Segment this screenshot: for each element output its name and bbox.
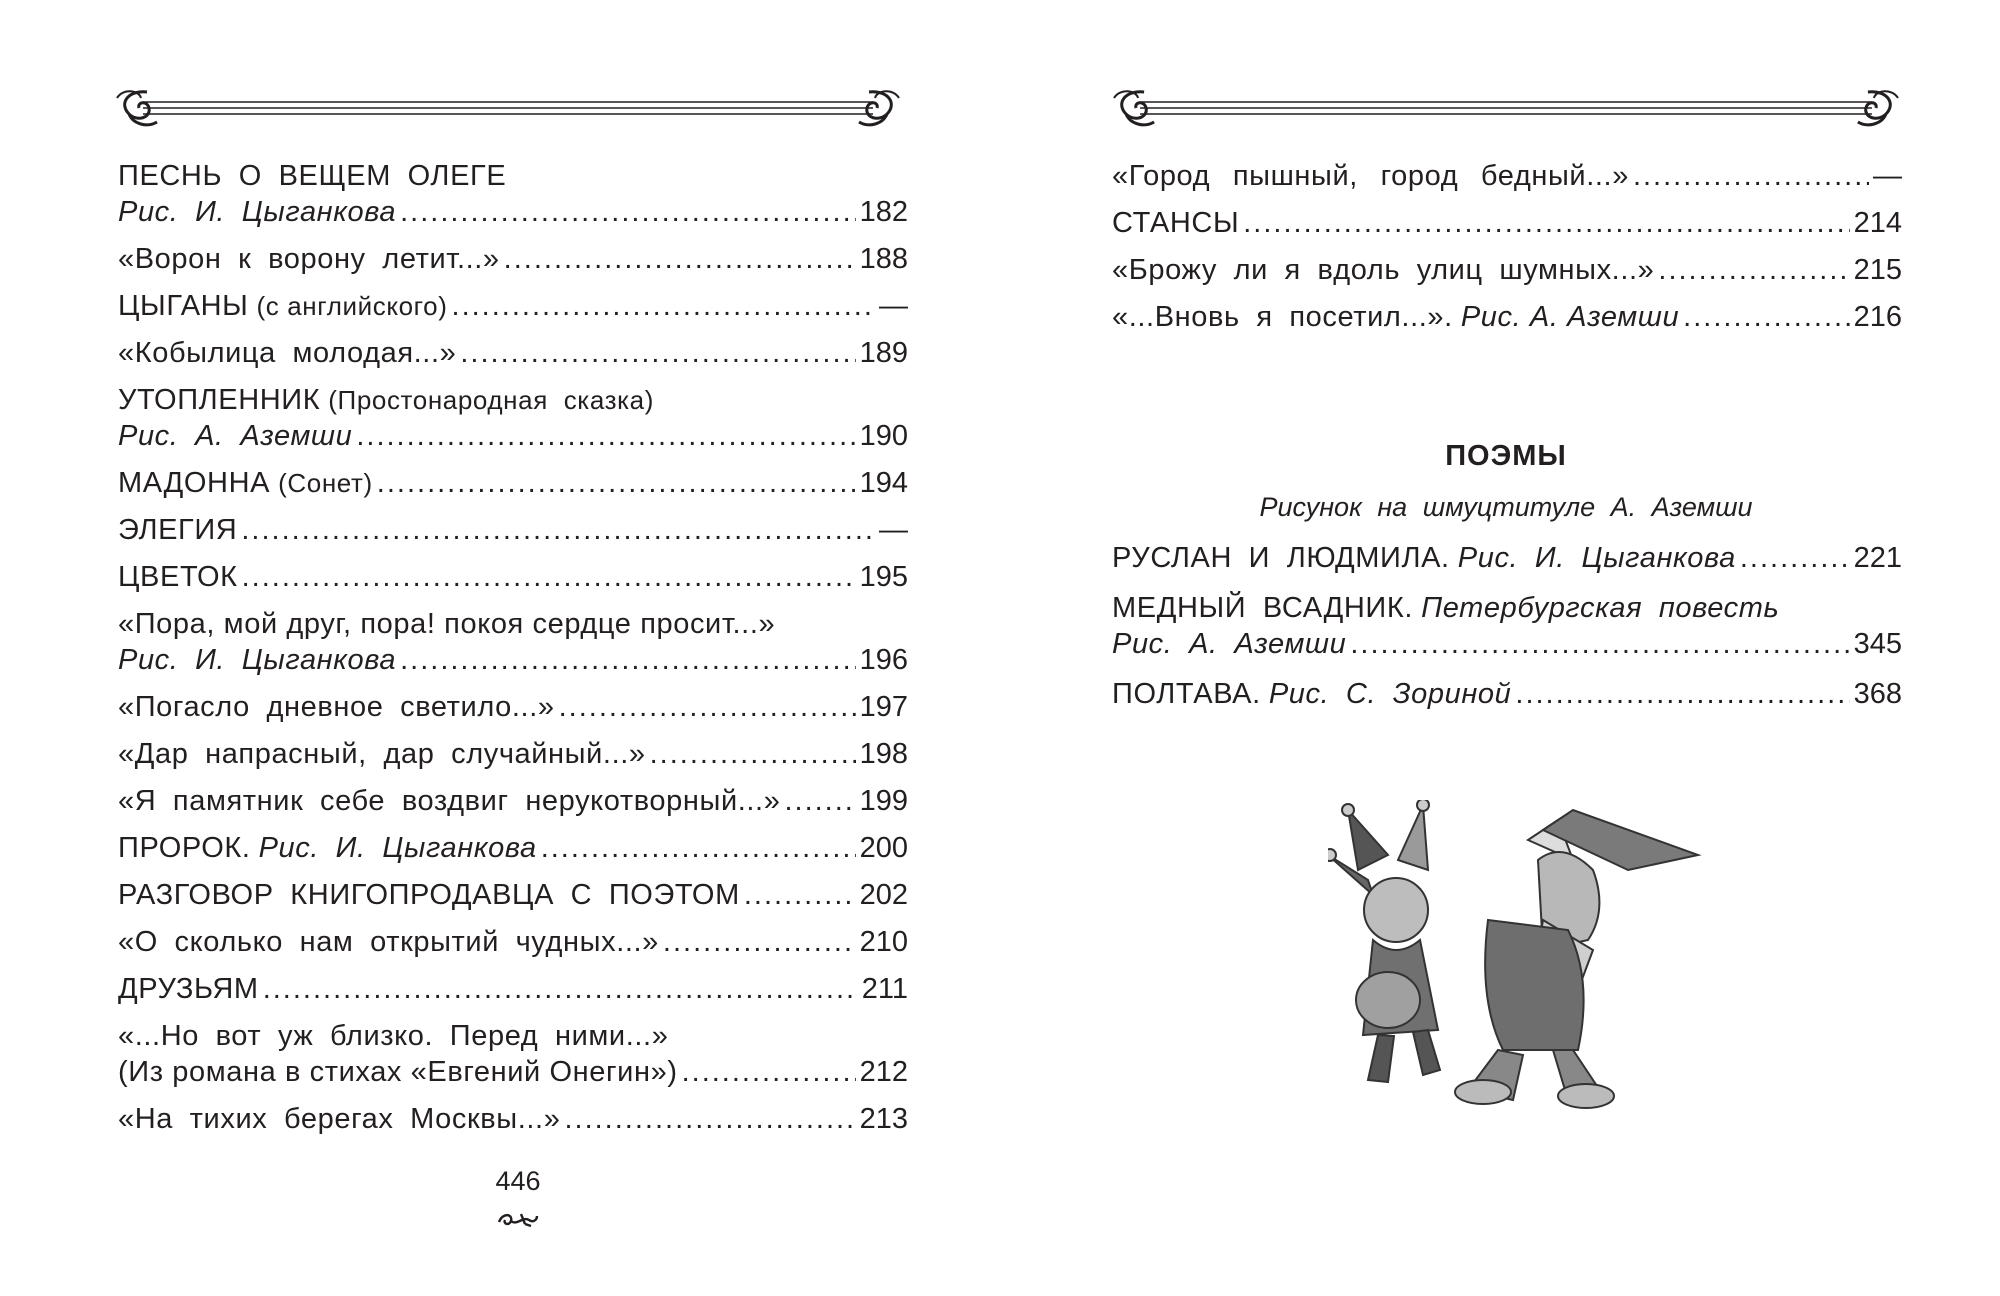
entry-title: УТОПЛЕННИК [118, 384, 321, 416]
toc-list-right [1112, 158, 1902, 335]
toc-entry[interactable] [118, 559, 908, 595]
entry-title: МЕДНЫЙ ВСАДНИК. [1112, 592, 1414, 624]
entry-page: 197 [859, 691, 908, 723]
leader-dots [460, 335, 855, 371]
entry-title: «Пора, мой друг, пора! покоя сердце просит...» [118, 608, 776, 640]
header-ornament-right [1110, 84, 1902, 130]
toc-entry[interactable] [118, 465, 908, 501]
leader-dots [1683, 299, 1849, 335]
entry-illustrator: Рис. А. Аземши [1112, 628, 1347, 660]
entry-illustrator: Рис. И. Цыганкова [118, 196, 397, 228]
entry-page: 214 [1853, 207, 1902, 239]
entry-page: 210 [859, 926, 908, 958]
entry-page: 368 [1853, 678, 1902, 710]
entry-illustrator: Рис. И. Цыганкова [118, 644, 397, 676]
leader-dots [1515, 676, 1849, 712]
entry-title: ЦЫГАНЫ [118, 290, 249, 322]
entry-title: ПРОРОК. [118, 832, 251, 864]
toc-entry[interactable] [118, 335, 908, 371]
entry-title: «...Но вот уж близко. Перед ними...» [118, 1020, 669, 1052]
leader-dots [541, 830, 856, 866]
leader-dots [1740, 540, 1850, 576]
page-number: 446 [495, 1166, 541, 1196]
scroll-ornament-icon [1110, 84, 1902, 130]
entry-title: РУСЛАН И ЛЮДМИЛА. [1112, 542, 1450, 574]
entry-title: «Брожу ли я вдоль улиц шумных...» [1112, 254, 1655, 286]
entry-page: 195 [859, 561, 908, 593]
toc-entry[interactable] [118, 736, 908, 772]
entry-page: 213 [859, 1103, 908, 1135]
entry-title: ПЕСНЬ О ВЕЩЕМ ОЛЕГЕ [118, 160, 507, 192]
toc-entry[interactable] [118, 606, 908, 678]
entry-title: МАДОННА [118, 467, 271, 499]
leader-dots [263, 971, 858, 1007]
entry-page: 194 [859, 467, 908, 499]
toc-entry[interactable] [1112, 158, 1902, 194]
entry-page: 196 [859, 644, 908, 676]
entry-illustrator: Рис. И. Цыганкова [258, 832, 537, 864]
entry-page: 190 [859, 420, 908, 452]
entry-page: 198 [859, 738, 908, 770]
entry-page: 211 [861, 973, 908, 1005]
toc-entry[interactable] [118, 382, 908, 454]
leader-dots [242, 559, 856, 595]
leader-dots [1350, 626, 1849, 662]
entry-page: 215 [1853, 254, 1902, 286]
header-ornament-left [113, 84, 903, 130]
entry-note: (Сонет) [278, 468, 373, 498]
entry-page: 216 [1853, 301, 1902, 333]
entry-illustrator: Рис. А. Аземши [118, 420, 353, 452]
entry-page: 182 [859, 196, 908, 228]
leader-dots [504, 241, 856, 277]
entry-page: 188 [859, 243, 908, 275]
leader-dots [682, 1054, 856, 1090]
section-subtitle: Рисунок на шмуцтитуле А. Аземши [1259, 492, 1753, 522]
entry-title: ЦВЕТОК [118, 561, 238, 593]
leader-dots [663, 924, 856, 960]
toc-entry[interactable] [118, 924, 908, 960]
jester-and-old-man-illustration [1328, 800, 1708, 1110]
toc-entry[interactable] [118, 288, 908, 324]
toc-entry[interactable] [118, 241, 908, 277]
entry-note: (Из романа в стихах «Евгений Онегин») [118, 1056, 678, 1088]
toc-entry[interactable] [118, 877, 908, 913]
entry-page: — [879, 290, 908, 322]
leader-dots [1658, 252, 1849, 288]
entry-page: 189 [859, 337, 908, 369]
scroll-ornament-icon [113, 84, 903, 130]
entry-illustrator: Рис. С. Зориной [1268, 678, 1512, 710]
entry-title: ДРУЗЬЯМ [118, 973, 259, 1005]
toc-entry[interactable] [118, 689, 908, 725]
leader-dots [1633, 158, 1869, 194]
toc-list-left [118, 158, 908, 1137]
entry-title: «...Вновь я посетил...». [1112, 301, 1453, 333]
toc-entry[interactable] [118, 512, 908, 548]
leader-dots [356, 418, 855, 454]
toc-entry[interactable] [1112, 590, 1902, 662]
entry-subtitle: Петербургская повесть [1421, 592, 1780, 624]
right-page [1000, 0, 2000, 1296]
section-title: ПОЭМЫ [1445, 440, 1567, 472]
toc-entry[interactable] [1112, 205, 1902, 241]
entry-title: «Ворон к ворону летит...» [118, 243, 500, 275]
entry-title: «Город пышный, город бедный...» [1112, 160, 1629, 192]
toc-entry[interactable] [118, 783, 908, 819]
entry-note: (Простонародная сказка) [328, 385, 654, 415]
toc-entry[interactable] [1112, 252, 1902, 288]
entry-page: 202 [859, 879, 908, 911]
toc-entry[interactable] [118, 1101, 908, 1137]
jester-figure [1328, 800, 1440, 1082]
entry-title: ПОЛТАВА. [1112, 678, 1261, 710]
entry-title: РАЗГОВОР КНИГОПРОДАВЦА С ПОЭТОМ [118, 879, 740, 911]
entry-page: 199 [859, 785, 908, 817]
toc-entry[interactable] [118, 1018, 908, 1090]
toc-entry[interactable] [1112, 299, 1902, 335]
entry-title: «Погасло дневное светило...» [118, 691, 555, 723]
leader-dots [377, 465, 856, 501]
entry-note: (с английского) [256, 291, 448, 321]
toc-entry[interactable] [1112, 540, 1902, 576]
entry-page: 345 [1853, 628, 1902, 660]
toc-entry[interactable] [1112, 676, 1902, 712]
toc-list-poems [1112, 540, 1902, 712]
entry-page: — [879, 514, 908, 546]
leader-dots [400, 642, 856, 678]
flourish-icon [495, 1208, 541, 1230]
toc-entry[interactable] [118, 971, 908, 1007]
leader-dots [650, 736, 856, 772]
leader-dots [744, 877, 856, 913]
leader-dots [400, 194, 856, 230]
toc-entry[interactable] [118, 158, 908, 230]
entry-page: — [1873, 160, 1902, 192]
leader-dots [241, 512, 875, 548]
entry-title: «Кобылица молодая...» [118, 337, 457, 369]
entry-page: 200 [859, 832, 908, 864]
entry-page: 212 [859, 1056, 908, 1088]
entry-title: «О сколько нам открытий чудных...» [118, 926, 659, 958]
toc-entry[interactable] [118, 830, 908, 866]
entry-title: «Дар напрасный, дар случайный...» [118, 738, 646, 770]
leader-dots [452, 288, 875, 324]
entry-title: ЭЛЕГИЯ [118, 514, 238, 546]
leader-dots [564, 1101, 855, 1137]
old-man-figure [1455, 810, 1698, 1108]
leader-dots [559, 689, 856, 725]
entry-page: 221 [1853, 542, 1902, 574]
entry-illustrator: Рис. И. Цыганкова [1457, 542, 1736, 574]
entry-title: «На тихих берегах Москвы...» [118, 1103, 561, 1135]
entry-title: СТАНСЫ [1112, 207, 1240, 239]
entry-illustrator: Рис. А. Аземши [1460, 301, 1680, 333]
leader-dots [1243, 205, 1849, 241]
entry-title: «Я памятник себе воздвиг нерукотворный...» [118, 785, 781, 817]
leader-dots [784, 783, 855, 819]
